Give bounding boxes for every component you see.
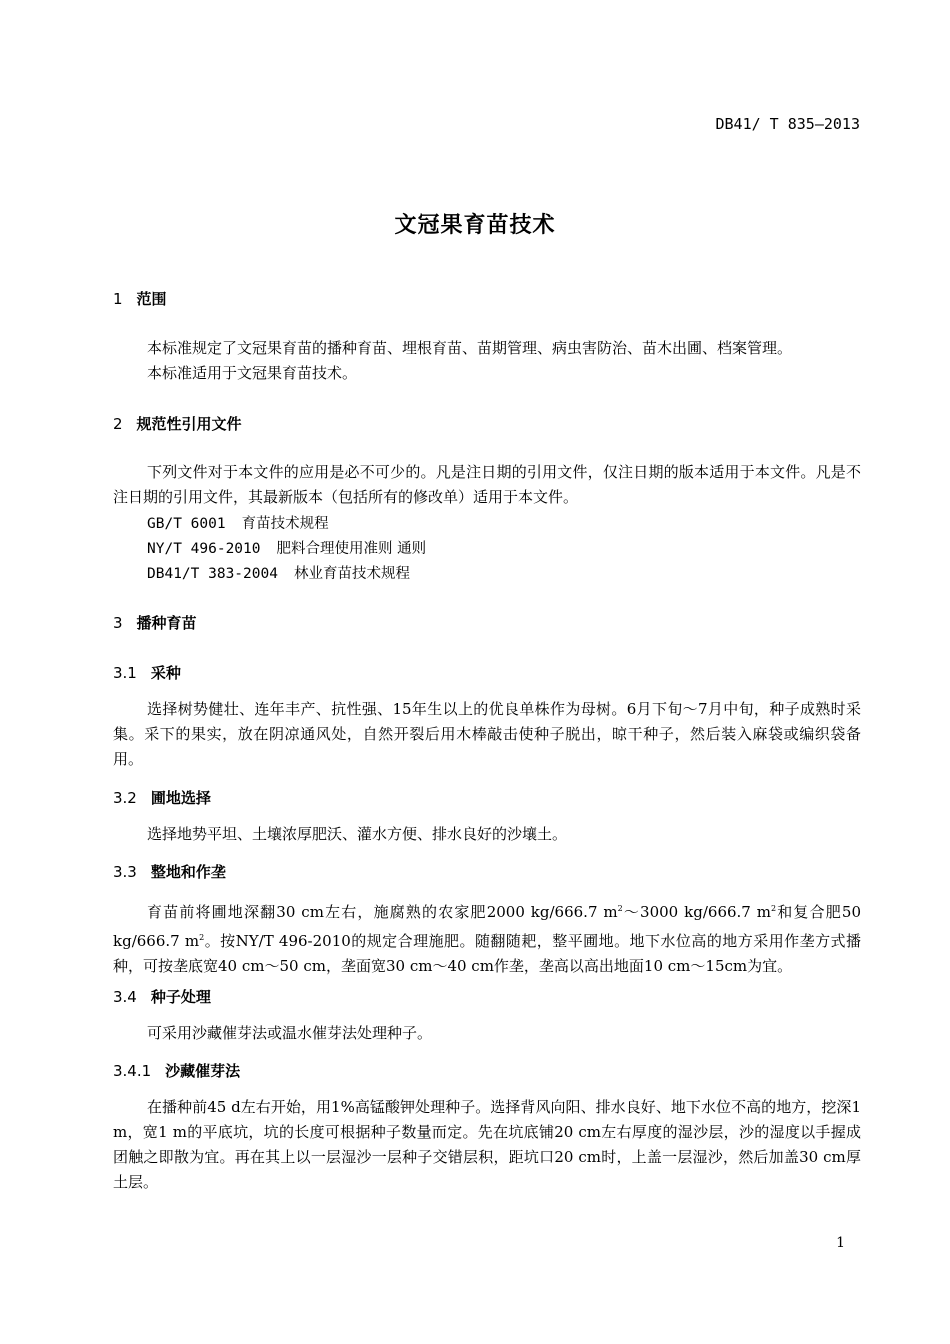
section-title: 采种 <box>150 664 181 682</box>
section-heading-3 <box>113 612 197 633</box>
superscript: 2 <box>771 904 777 913</box>
section-number: 3.2 <box>113 789 137 807</box>
paragraph: 本标准规定了文冠果育苗的播种育苗、埋根育苗、苗期管理、病虫害防治、苗木出圃、档案管理。 <box>147 339 793 357</box>
section-title: 沙藏催芽法 <box>165 1062 241 1080</box>
section-heading-3-1 <box>113 662 181 683</box>
reference-code: DB41/T 383-2004 <box>147 566 278 582</box>
section-heading-3-3 <box>113 861 226 882</box>
paragraph: 选择地势平坦、土壤浓厚肥沃、灌水方便、排水良好的沙壤土。 <box>147 825 568 843</box>
superscript: 2 <box>199 933 205 942</box>
standard-code: DB41/ T 835—2013 <box>715 115 860 133</box>
section-number: 1 <box>113 290 123 308</box>
paragraph: 在播种前45 d左右开始，用1%高锰酸钾处理种子。选择背风向阳、排水良好、地下水位不高的地方，挖深1 m，宽1 m的平底坑，坑的长度可根据种子数量而定。先在坑底铺20 cm左右厚度的湿沙层，沙的湿度以手握成团触之即散为宜。再在其上以一层湿沙一层种子交错层积，距坑口20 cm时，上盖一层湿沙，然后加盖30 cm厚土层。 <box>113 1098 861 1191</box>
section-title: 规范性引用文件 <box>136 415 242 433</box>
text-run: 。按NY/T 496-2010的规定合理施肥。随翻随耙，整平圃地。地下水位高的地方采用作垄方式播种，可按垄底宽40 cm～50 cm，垄面宽30 cm～40 cm作垄，垄高以高出地面10 cm～15cm为宜。 <box>113 932 861 975</box>
section-number: 3.4 <box>113 988 137 1006</box>
document-title: 文冠果育苗技术 <box>394 213 556 238</box>
section-heading-3-2 <box>113 787 211 808</box>
reference-title: 育苗技术规程 <box>241 516 329 532</box>
reference-item <box>147 512 329 533</box>
reference-code: NY/T 496-2010 <box>147 541 261 557</box>
section-heading-1 <box>113 288 167 309</box>
section-heading-3-4 <box>113 986 211 1007</box>
section-title: 范围 <box>136 290 167 308</box>
superscript: 2 <box>617 904 623 913</box>
section-heading-3-4-1 <box>113 1060 240 1081</box>
reference-item <box>147 537 426 558</box>
section-title: 整地和作垄 <box>150 863 226 881</box>
paragraph: 选择树势健壮、连年丰产、抗性强、15年生以上的优良单株作为母树。6月下旬～7月中旬，种子成熟时采集。采下的果实，放在阴凉通风处，自然开裂后用木棒敲击使种子脱出，晾干种子，然后装入麻袋或编织袋备用。 <box>113 700 861 768</box>
section-heading-2 <box>113 413 242 434</box>
section-number: 3.1 <box>113 664 137 682</box>
section-number: 3 <box>113 614 123 632</box>
section-title: 播种育苗 <box>136 614 197 632</box>
reference-code: GB/T 6001 <box>147 516 226 532</box>
paragraph <box>113 896 861 979</box>
reference-title: 林业育苗技术规程 <box>293 566 410 582</box>
text-run: 和复合肥50 kg/666.7 m <box>113 903 861 950</box>
reference-item <box>147 562 410 583</box>
section-number: 3.3 <box>113 863 137 881</box>
section-title: 圃地选择 <box>150 789 211 807</box>
text-run: ～3000 kg/666.7 m <box>622 903 771 921</box>
paragraph: 下列文件对于本文件的应用是必不可少的。凡是注日期的引用文件，仅注日期的版本适用于本文件。凡是不注日期的引用文件，其最新版本（包括所有的修改单）适用于本文件。 <box>113 463 861 506</box>
section-number: 3.4.1 <box>113 1062 152 1080</box>
reference-title: 肥料合理使用准则 通则 <box>276 541 427 557</box>
section-title: 种子处理 <box>150 988 211 1006</box>
text-run: 育苗前将圃地深翻30 cm左右，施腐熟的农家肥2000 kg/666.7 m <box>147 903 618 921</box>
section-number: 2 <box>113 415 123 433</box>
page-number: 1 <box>836 1235 845 1251</box>
paragraph: 可采用沙藏催芽法或温水催芽法处理种子。 <box>147 1024 433 1042</box>
paragraph: 本标准适用于文冠果育苗技术。 <box>147 364 358 382</box>
